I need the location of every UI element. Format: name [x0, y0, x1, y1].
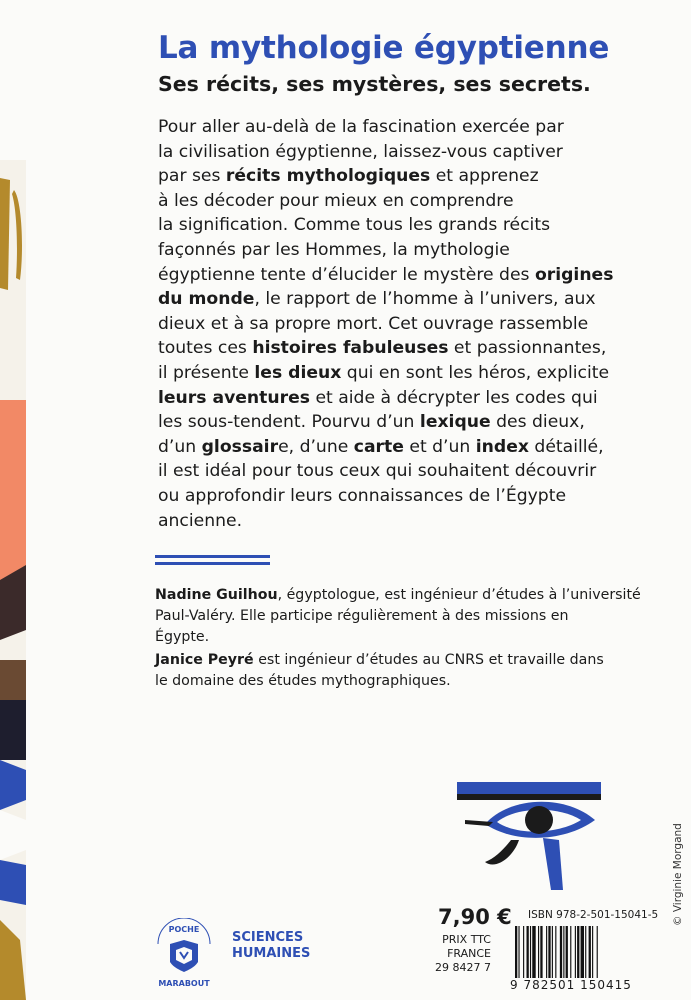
text-segment: égyptienne tente d’élucider le mystère des: [158, 264, 535, 285]
logo-bottom-text: MARABOUT: [158, 979, 210, 988]
blurb-line: [158, 189, 628, 214]
bold-text: Janice Peyré: [155, 652, 254, 668]
barcode-bar: [560, 926, 562, 978]
text-segment: ou approfondir leurs connaissances de l’Égypte: [158, 485, 567, 506]
barcode-bar: [592, 926, 593, 978]
price: 7,90 €: [438, 905, 512, 929]
barcode-bar: [555, 926, 556, 978]
eye-of-horus-icon: [455, 778, 603, 893]
text-segment: façonnés par les Hommes, la mythologie: [158, 239, 510, 260]
author1-line: [155, 585, 641, 606]
text-segment: et passionnantes,: [448, 338, 607, 359]
bold-text: récits mythologiques: [225, 166, 431, 187]
barcode-bar: [527, 926, 529, 978]
barcode-bar: [570, 926, 571, 978]
blurb-line: [158, 287, 628, 312]
bold-text: Nadine Guilhou: [155, 587, 278, 603]
blurb-line: [158, 164, 628, 189]
bold-text: lexique: [419, 412, 491, 433]
barcode-bar: [546, 926, 547, 978]
author-bio-janice: [155, 650, 635, 692]
text-segment: Paul-Valéry. Elle participe régulièrement à des missions en: [155, 608, 569, 624]
book-subtitle: Ses récits, ses mystères, ses secrets.: [158, 72, 591, 96]
text-segment: il est idéal pour tous ceux qui souhaitent découvrir: [158, 461, 597, 482]
text-segment: des dieux,: [490, 412, 585, 433]
blurb-line: [158, 410, 628, 435]
author1-line: [155, 606, 635, 627]
barcode-bar: [515, 926, 517, 978]
text-segment: les sous-tendent. Pourvu d’un: [158, 412, 420, 433]
barcode-bar: [532, 926, 535, 978]
text-segment: dieux et à sa propre mort. Cet ouvrage rassemble: [158, 313, 589, 334]
text-segment: , égyptologue, est ingénieur d’études à l’université: [277, 587, 641, 603]
text-segment: toutes ces: [158, 338, 253, 359]
logo-top-text: POCHE: [168, 925, 200, 934]
text-segment: par ses: [158, 166, 226, 187]
barcode-bar: [577, 926, 579, 978]
cover-illustration: [0, 160, 26, 1000]
text-segment: est ingénieur d’études au CNRS et travaille dans: [253, 652, 604, 668]
decorative-double-rule: [155, 555, 270, 567]
blurb-line: [158, 386, 628, 411]
barcode: [513, 926, 633, 978]
blurb-line: [158, 459, 628, 484]
barcode-bar: [566, 926, 568, 978]
text-segment: et aide à décrypter les codes qui: [310, 387, 598, 408]
author1-line: [155, 627, 635, 648]
bold-text: leurs aventures: [158, 387, 310, 408]
blurb-line: [158, 238, 628, 263]
barcode-bar: [585, 926, 586, 978]
price-info: [403, 933, 491, 975]
text-segment: Égypte.: [155, 629, 210, 645]
illustration-credit: © Virginie Morgand: [672, 823, 684, 926]
barcode-bar: [530, 926, 531, 978]
blurb-line: [158, 115, 628, 140]
bold-text: les dieux: [254, 362, 342, 383]
collection-name: [232, 930, 310, 962]
text-segment: , le rapport de l’homme à l’univers, aux: [254, 289, 596, 310]
blurb-line: [158, 213, 628, 238]
bold-text: du monde: [158, 289, 255, 310]
barcode-bar: [552, 926, 553, 978]
barcode-bar: [597, 926, 598, 978]
barcode-digits: 9 782501 150415: [510, 978, 632, 992]
blurb-line: [158, 435, 628, 460]
barcode-bar: [589, 926, 591, 978]
collection-line-2: HUMAINES: [232, 946, 311, 961]
ref-code: 29 8427 7: [435, 961, 491, 974]
barcode-bar: [540, 926, 542, 978]
text-segment: à les décoder pour mieux en comprendre: [158, 190, 514, 211]
text-segment: ancienne.: [158, 510, 243, 531]
barcode-bar: [575, 926, 576, 978]
author-bio-nadine: [155, 585, 641, 648]
poche-marabout-logo: [150, 918, 218, 990]
blurb-line: [158, 361, 628, 386]
barcode-bar: [548, 926, 550, 978]
text-segment: la civilisation égyptienne, laissez-vous captiver: [158, 141, 563, 162]
text-segment: il présente: [158, 362, 255, 383]
blurb-line: [158, 484, 628, 509]
barcode-bar: [563, 926, 564, 978]
text-segment: et apprenez: [430, 166, 539, 187]
book-title: La mythologie égyptienne: [158, 30, 610, 66]
text-segment: la signification. Comme tous les grands récits: [158, 215, 551, 236]
text-segment: qui en sont les héros, explicite: [341, 362, 610, 383]
author2-line: [155, 650, 635, 671]
text-segment: Pour aller au-delà de la fascination exercée par: [158, 117, 564, 137]
collection-line-1: SCIENCES: [232, 930, 304, 945]
bold-text: carte: [353, 436, 404, 457]
text-segment: le domaine des études mythographiques.: [155, 673, 451, 689]
text-segment: e, d’une: [278, 436, 354, 457]
bold-text: origines: [534, 264, 614, 285]
barcode-bar: [581, 926, 584, 978]
isbn-label: ISBN 978-2-501-15041-5: [528, 909, 659, 921]
blurb-line: [158, 312, 628, 337]
bold-text: histoires fabuleuses: [252, 338, 449, 359]
price-label: PRIX TTC FRANCE: [442, 933, 491, 960]
blurb-line: [158, 140, 628, 165]
text-segment: détaillé,: [528, 436, 604, 457]
blurb-line: [158, 263, 628, 288]
barcode-bar: [523, 926, 524, 978]
author2-line: [155, 671, 635, 692]
bold-text: glossair: [201, 436, 279, 457]
barcode-bar: [538, 926, 539, 978]
back-cover-blurb: [158, 115, 628, 533]
barcode-bar: [518, 926, 519, 978]
bold-text: index: [475, 436, 529, 457]
text-segment: et d’un: [403, 436, 476, 457]
blurb-line: [158, 509, 628, 534]
blurb-line: [158, 336, 628, 361]
text-segment: d’un: [158, 436, 202, 457]
